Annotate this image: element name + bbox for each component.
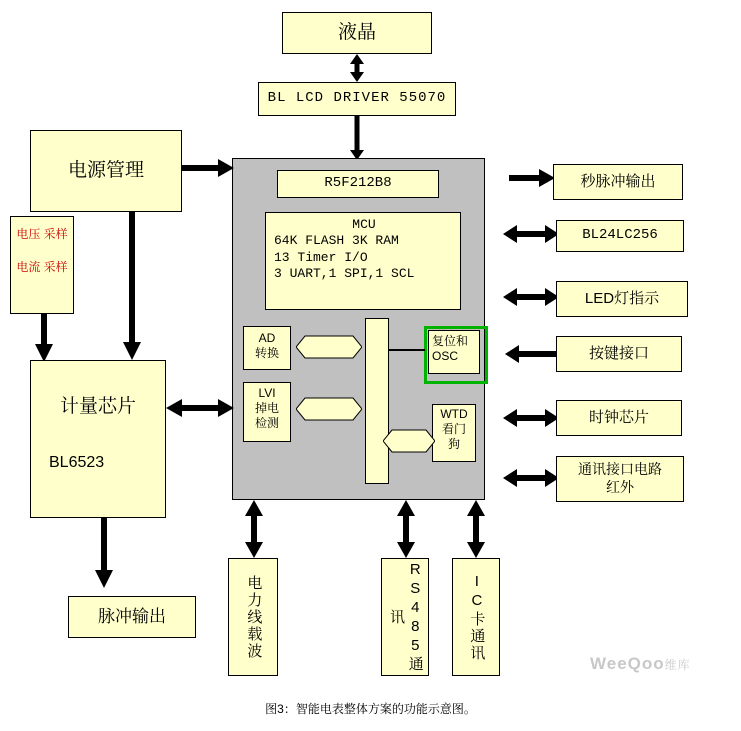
arrow-metering-to-pulse-output	[92, 518, 116, 588]
selection-highlight-reset-osc	[424, 326, 488, 384]
arrow-mcu-to-rs485	[394, 500, 418, 558]
mcu-line3: 3 UART,1 SPI,1 SCL	[274, 265, 415, 281]
connector-driver-to-mcu	[345, 116, 369, 160]
node-key-interface[interactable]: 按键接口	[556, 336, 682, 372]
watermark	[590, 654, 691, 674]
power-carrier-label: 电力线载波	[245, 574, 263, 660]
watermark-text: WeeQoo	[590, 654, 665, 673]
node-rtc-chip[interactable]: 时钟芯片	[556, 400, 682, 436]
node-lcd[interactable]: 液晶	[282, 12, 432, 54]
arrow-power-to-mcu	[182, 156, 234, 180]
node-power-management[interactable]: 电源管理	[30, 130, 182, 212]
node-ad-converter[interactable]	[243, 326, 291, 370]
node-lvi[interactable]	[243, 382, 291, 442]
mcu-line1: 64K FLASH 3K RAM	[274, 233, 399, 249]
wdt-line2: 看门	[441, 422, 466, 436]
mcu-title: MCU	[352, 217, 376, 232]
arrow-mcu-to-rtc	[503, 406, 559, 430]
arrow-mcu-to-comm	[503, 466, 559, 490]
arrow-mcu-to-power-carrier	[242, 500, 266, 558]
ad-line1: AD	[258, 331, 276, 345]
mcu-internal-bus	[365, 318, 389, 484]
reset-osc-line2: OSC	[432, 349, 459, 363]
node-mcu-core[interactable]	[265, 212, 461, 310]
node-rs485[interactable]	[381, 558, 429, 676]
node-pulse-output[interactable]: 脉冲输出	[68, 596, 196, 638]
arrow-lcd-driver-to-lcd	[345, 54, 369, 82]
arrow-sampling-to-metering	[32, 314, 56, 362]
node-sampling-block[interactable]	[10, 216, 74, 314]
connector-bus-to-watchdog	[383, 428, 435, 454]
reset-osc-line1: 复位和	[432, 334, 469, 348]
lvi-line2: 掉电	[254, 401, 279, 415]
arrow-mcu-to-second-pulse	[509, 166, 555, 190]
arrow-mcu-to-eeprom	[503, 222, 559, 246]
node-power-line-carrier[interactable]	[228, 558, 278, 676]
wdt-line1: WTD	[440, 407, 468, 421]
node-comm-interface[interactable]	[556, 456, 684, 502]
node-metering-chip[interactable]	[30, 360, 166, 518]
node-led-indicator[interactable]: LED灯指示	[556, 281, 688, 317]
connector-lvi-to-bus	[296, 396, 362, 422]
arrow-metering-to-mcu	[166, 396, 234, 420]
connector-ad-to-bus	[296, 334, 362, 360]
mcu-line2: 13 Timer I/O	[274, 249, 368, 265]
arrow-mcu-to-led	[503, 285, 559, 309]
comm-line1: 通讯接口电路	[578, 461, 662, 477]
figure-caption: 图3：智能电表整体方案的功能示意图。	[265, 702, 476, 716]
node-watchdog[interactable]	[432, 404, 476, 462]
metering-chip-title: 计量芯片	[59, 396, 136, 417]
comm-line2: 红外	[606, 478, 634, 495]
ic-card-label: IC卡通讯	[468, 572, 486, 662]
node-second-pulse-output[interactable]: 秒脉冲输出	[553, 164, 683, 200]
lvi-line3: 检测	[254, 416, 279, 430]
arrow-key-interface-to-mcu	[505, 342, 559, 366]
metering-chip-model: BL6523	[49, 453, 105, 471]
connector-bus-to-reset-osc	[389, 340, 425, 360]
ad-line2: 转换	[254, 346, 279, 360]
node-ic-card[interactable]	[452, 558, 500, 676]
node-chip-model[interactable]: R5F212B8	[277, 170, 439, 198]
voltage-sample-label: 电压 采样	[16, 227, 68, 241]
arrow-mcu-to-ic-card	[464, 500, 488, 558]
watermark-subtext: 维库	[664, 658, 691, 672]
lvi-line1: LVI	[258, 386, 276, 400]
node-eeprom[interactable]: BL24LC256	[556, 220, 684, 252]
rs485-label: RS485通讯	[388, 561, 424, 673]
arrow-power-to-metering	[120, 212, 144, 360]
wdt-line3: 狗	[447, 437, 460, 451]
node-lcd-driver[interactable]: BL LCD DRIVER 55070	[258, 82, 456, 116]
current-sample-label: 电流 采样	[16, 260, 68, 274]
